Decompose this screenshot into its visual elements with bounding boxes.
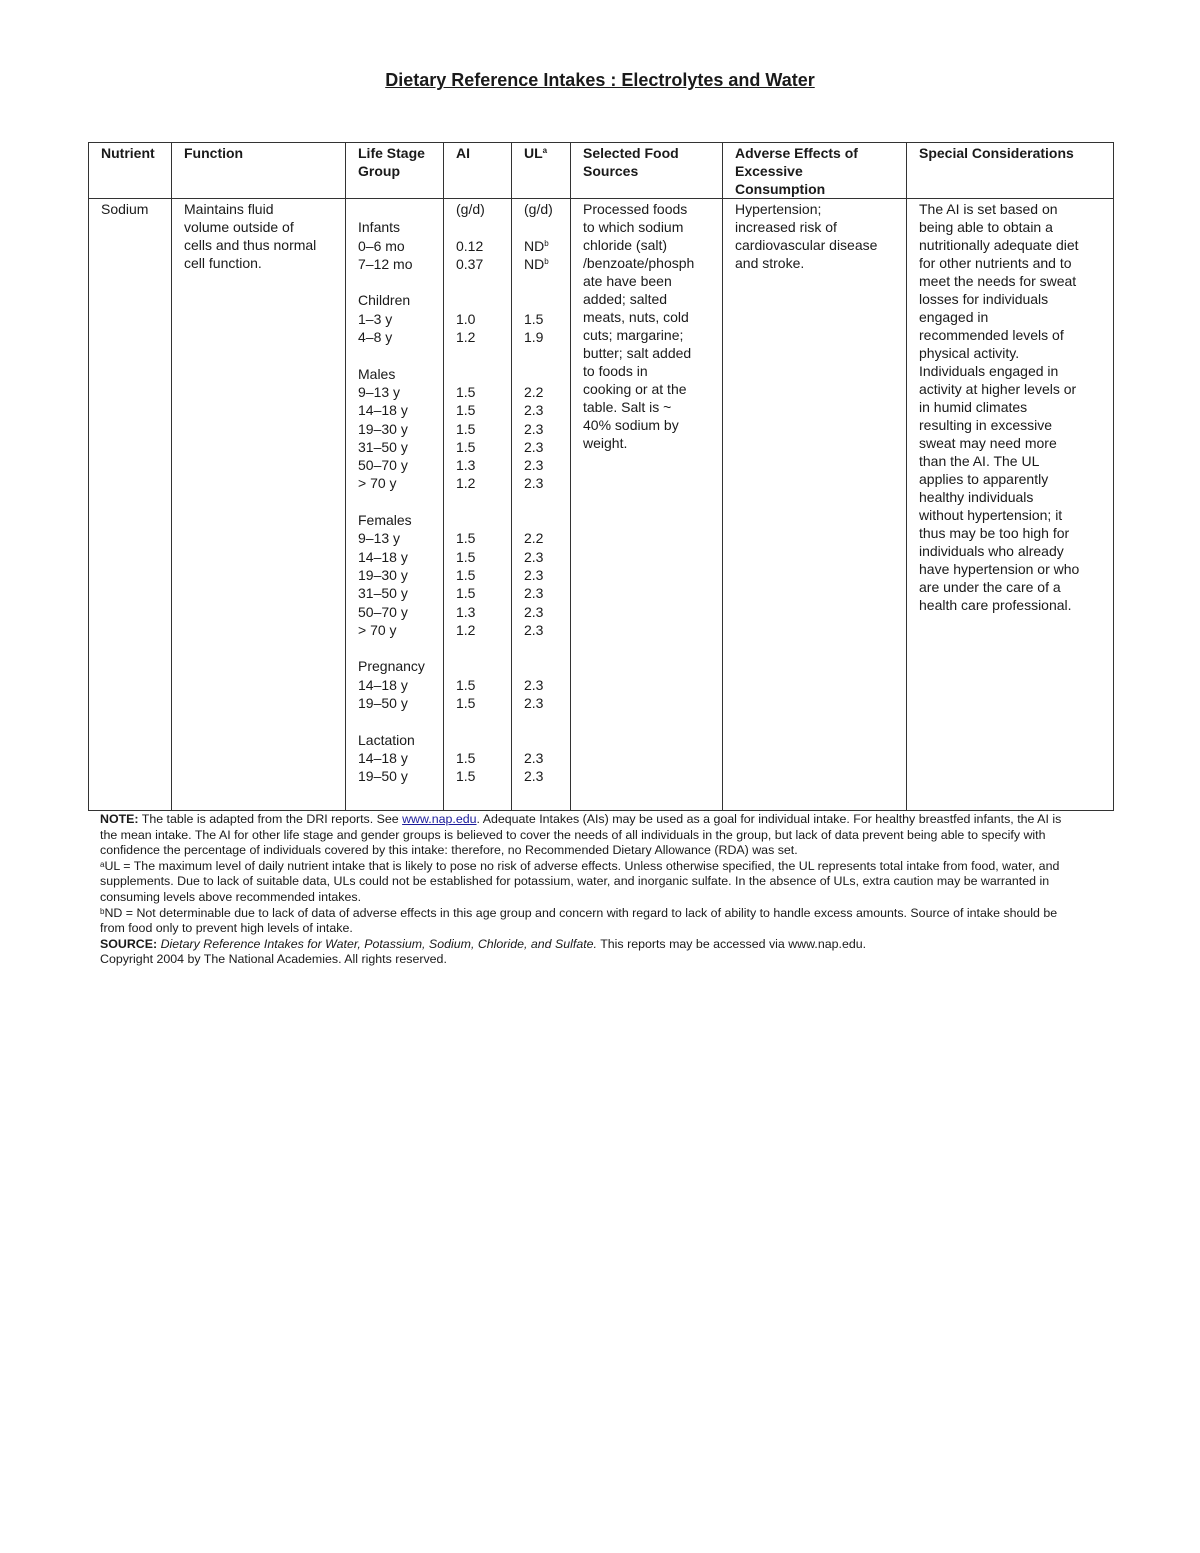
- ul-value: [524, 657, 570, 675]
- ai-value: 1.0: [456, 310, 476, 327]
- life-stage-item: Males: [358, 365, 396, 382]
- ai-value: 1.5: [456, 438, 476, 455]
- note-text-pre: The table is adapted from the DRI reports. See: [138, 812, 403, 826]
- ul-value: 2.3: [524, 676, 544, 693]
- life-stage-item: 14–18 y: [358, 548, 408, 565]
- nd-footnote-mark: b: [544, 238, 549, 248]
- ai-value: 1.5: [456, 566, 476, 583]
- life-stage-item: 14–18 y: [358, 402, 408, 419]
- ul-value: 2.3: [524, 457, 544, 474]
- ul-value: $ND^b$: [524, 237, 549, 254]
- life-stage-item: 9–13 y: [358, 383, 401, 400]
- ul-value: 2.3: [524, 768, 544, 785]
- note-label: NOTE:: [100, 812, 139, 826]
- ul-value: 2.3: [524, 749, 544, 766]
- ai-value: (g/d): [456, 201, 485, 217]
- page-title: Dietary Reference Intakes : Electrolytes and Water: [385, 70, 815, 90]
- header-special-considerations: Special Considerations: [907, 143, 1114, 199]
- ul-value: 2.3: [524, 402, 544, 419]
- ai-value: 1.2: [456, 621, 476, 638]
- cell-nutrient: Sodium: [89, 199, 172, 811]
- ul-value: [524, 639, 570, 657]
- life-stage-item: 7–12 mo: [358, 255, 413, 272]
- ai-value: 1.5: [456, 749, 476, 766]
- ai-value: 1.5: [456, 585, 476, 602]
- footnote-b-mark: b: [100, 906, 105, 916]
- ai-value: 1.5: [456, 548, 476, 565]
- ul-value: 1.5: [524, 310, 544, 327]
- ul-value: 2.3: [524, 548, 544, 565]
- ul-value: 2.3: [524, 420, 544, 437]
- ai-value: 1.5: [456, 695, 476, 712]
- life-stage-item: [358, 200, 443, 218]
- ai-value-list: [456, 200, 511, 786]
- ul-value: [524, 273, 570, 291]
- ai-value: 1.5: [456, 676, 476, 693]
- ul-value: $ND^b$: [524, 255, 549, 272]
- table-header-row: [89, 143, 1114, 199]
- life-stage-item: > 70 y: [358, 621, 397, 638]
- ul-value: [524, 291, 570, 309]
- ai-value: [456, 712, 511, 730]
- ai-value: 1.5: [456, 420, 476, 437]
- life-stage-item: [358, 712, 443, 730]
- ai-value: [456, 511, 511, 529]
- life-stage-item: 31–50 y: [358, 438, 408, 455]
- ul-value: [524, 218, 570, 236]
- ai-value: [456, 639, 511, 657]
- life-stage-item: [358, 493, 443, 511]
- life-stage-item: Infants: [358, 219, 401, 236]
- life-stage-item: [358, 639, 443, 657]
- header-life-stage: Life Stage Group: [346, 143, 444, 199]
- note-text-post: . Adequate Intakes (AIs) may be used as a goal for individual intake. For healthy breastfed infants, the AI is the mean intake. The AI for other life stage and gender groups is believed to cover the needs of all individuals in the group, but lack of data prevent being able to specify with confidence the percentage of individuals covered by this intake: therefore, no Recommended Dietary Allowance (RDA) was set.: [100, 812, 1062, 858]
- life-stage-item: 14–18 y: [358, 676, 408, 693]
- ai-value: 1.2: [456, 475, 476, 492]
- header-ul-footnote-mark: a: [542, 146, 548, 155]
- life-stage-item: 19–30 y: [358, 420, 408, 437]
- life-stage-item: 50–70 y: [358, 603, 408, 620]
- dri-table: [88, 142, 1114, 811]
- life-stage-item: Children: [358, 292, 411, 309]
- ai-value: [456, 365, 511, 383]
- life-stage-item: 19–50 y: [358, 695, 408, 712]
- nap-link[interactable]: www.nap.edu: [402, 812, 477, 826]
- footnote-b: [100, 906, 1080, 937]
- header-nutrient: Nutrient: [89, 143, 172, 199]
- life-stage-item: 31–50 y: [358, 585, 408, 602]
- cell-function: Maintains fluid volume outside of cells and thus normal cell function.: [172, 199, 346, 811]
- life-stage-item: [358, 346, 443, 364]
- footnote-b-text: ND = Not determinable due to lack of data of adverse effects in this age group and concern with regard to lack of ability to handle excess amounts. Source of intake should be from food only to prevent high levels of intake.: [100, 905, 1058, 936]
- ai-value: [456, 273, 511, 291]
- life-stage-item: Lactation: [358, 731, 415, 748]
- ai-value: [456, 346, 511, 364]
- ul-value: [524, 511, 570, 529]
- life-stage-item: 9–13 y: [358, 530, 401, 547]
- source-label: SOURCE:: [100, 936, 158, 951]
- ul-value: 2.3: [524, 475, 544, 492]
- cell-special-considerations: The AI is set based on being able to obtain a nutritionally adequate diet for other nutrients and to meet the needs for sweat losses for individuals engaged in recommended levels of physical activity. Individuals engaged in activity at higher levels or in humid climates resulting in excessive sweat may need more than the AI. The UL applies to apparently healthy individuals without hypertension; it thus may be too high for individuals who already have hypertension or who are under the care of a health care professional.: [907, 199, 1114, 811]
- ul-value: 2.3: [524, 566, 544, 583]
- header-ul-label: UL: [524, 145, 543, 161]
- ul-value: [524, 712, 570, 730]
- header-function: Function: [172, 143, 346, 199]
- life-stage-item: 4–8 y: [358, 329, 393, 346]
- table-row: [89, 199, 1114, 811]
- ai-value: 1.2: [456, 329, 476, 346]
- life-stage-item: 50–70 y: [358, 457, 408, 474]
- ul-value: 2.2: [524, 383, 544, 400]
- header-ul: [512, 143, 571, 199]
- source-title: Dietary Reference Intakes for Water, Potassium, Sodium, Chloride, and Sulfate.: [157, 936, 597, 951]
- copyright: Copyright 2004 by The National Academies. All rights reserved.: [100, 952, 447, 967]
- ul-value: 2.3: [524, 585, 544, 602]
- life-stage-item: > 70 y: [358, 475, 397, 492]
- cell-adverse-effects: Hypertension; increased risk of cardiovascular disease and stroke.: [723, 199, 907, 811]
- note-paragraph: [100, 812, 1080, 859]
- ai-value: [456, 218, 511, 236]
- ai-value: 1.3: [456, 603, 476, 620]
- cell-food-sources: Processed foods to which sodium chloride (salt) /benzoate/phosph ate have been added; salted meats, nuts, cold cuts; margarine; butter; salt added to foods in cooking or at the table. Salt is ~ 40% sodium by weight.: [571, 199, 723, 811]
- ul-value: [524, 346, 570, 364]
- cell-life-stage: [346, 199, 444, 811]
- ul-value: 2.3: [524, 621, 544, 638]
- ul-value: 2.3: [524, 695, 544, 712]
- source-line: [100, 937, 1080, 953]
- header-food-sources: Selected Food Sources: [571, 143, 723, 199]
- header-adverse-effects: Adverse Effects of Excessive Consumption: [723, 143, 907, 199]
- ul-value: [524, 365, 570, 383]
- ai-value: 1.5: [456, 530, 476, 547]
- source-text: This reports may be accessed via www.nap.edu.: [597, 936, 867, 951]
- footnote-a-mark: a: [100, 859, 105, 869]
- life-stage-item: 0–6 mo: [358, 237, 405, 254]
- ai-value: 0.12: [456, 237, 484, 254]
- ai-value: [456, 657, 511, 675]
- cell-ai: [444, 199, 512, 811]
- ul-value: 2.3: [524, 603, 544, 620]
- life-stage-item: Females: [358, 512, 412, 529]
- ul-value: (g/d): [524, 201, 553, 217]
- ai-value: 1.5: [456, 402, 476, 419]
- life-stage-list: [358, 200, 443, 786]
- ai-value: 1.5: [456, 383, 476, 400]
- life-stage-item: [358, 273, 443, 291]
- footnotes: [100, 812, 1080, 968]
- ul-value: [524, 493, 570, 511]
- ai-value: 1.3: [456, 457, 476, 474]
- ai-value: [456, 291, 511, 309]
- nd-footnote-mark: b: [544, 256, 549, 266]
- ul-value: [524, 731, 570, 749]
- life-stage-item: 19–30 y: [358, 566, 408, 583]
- life-stage-item: 19–50 y: [358, 768, 408, 785]
- footnote-a: [100, 859, 1080, 906]
- ul-value-list: [524, 200, 570, 786]
- life-stage-item: Pregnancy: [358, 658, 425, 675]
- footnote-a-text: UL = The maximum level of daily nutrient intake that is likely to pose no risk of adverse effects. Unless otherwise specified, the UL represents total intake from food, water, and supplements. Due to lack of suitable data, ULs could not be established for potassium, water, and inorganic sulfate. In the absence of ULs, extra caution may be warranted in consuming levels above recommended intakes.: [100, 858, 1060, 904]
- life-stage-item: 14–18 y: [358, 749, 408, 766]
- ai-value: [456, 731, 511, 749]
- ul-value: 2.2: [524, 530, 544, 547]
- header-ai: AI: [444, 143, 512, 199]
- life-stage-item: 1–3 y: [358, 310, 393, 327]
- ai-value: [456, 493, 511, 511]
- ul-value: 2.3: [524, 438, 544, 455]
- cell-ul: [512, 199, 571, 811]
- ai-value: 1.5: [456, 768, 476, 785]
- ai-value: 0.37: [456, 255, 484, 272]
- ul-value: 1.9: [524, 329, 544, 346]
